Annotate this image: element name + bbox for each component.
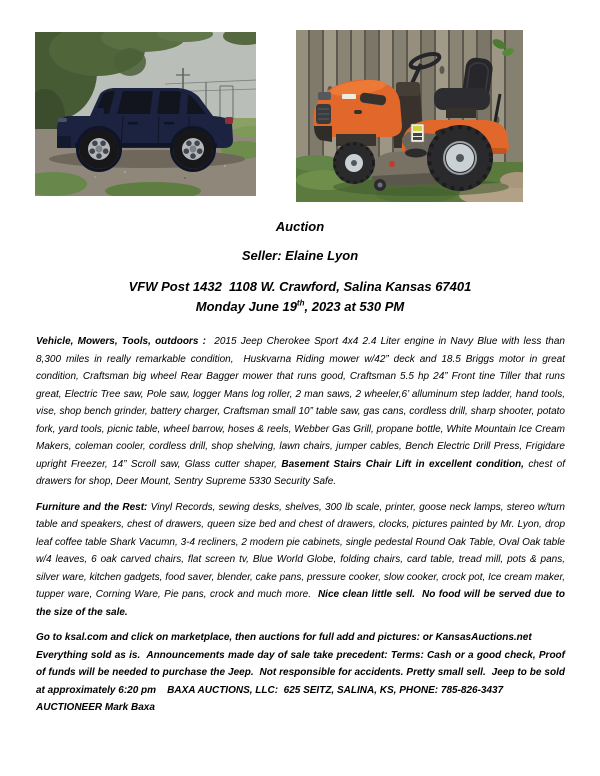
mower-rear-wheel (427, 125, 493, 191)
location-line: VFW Post 1432 1108 W. Crawford, Salina Kansas 67401 (128, 279, 472, 294)
date-suffix: , 2023 at 530 PM (304, 299, 405, 314)
heading-block (0, 205, 600, 317)
paragraph-furniture-and-rest: Furniture and the Rest: Vinyl Records, sewing desks, shelves, 300 lb scale, printer, goose neck lamps, stereo w/turn table and speakers, chest of drawers, queen size bed and chest of drawers, clocks, pictures painted by Mr. Lyon, drop leaf coffee table Shark Vacumn, 3-4 recliners, 2 modern pie cabinets, single pedestal Round Oak Table, Oval Oak table w/4 leaves, 6 oak carved chairs, flat screen tv, Blue World Globe, folding chairs, card table, tread mill, pots & pans, silver ware, kitchen gadgets, food saver, blender, cake pans, pressure cooker, slow cooker, crock pot, Ice cream maker, tupper ware, Corning Ware, Pie pans, crock and much more. Nice clean little sell. No food will be served due to the size of the sale. (36, 501, 568, 618)
rear-wheel (173, 129, 213, 169)
photo-row (0, 0, 600, 205)
paragraph-terms-auctioneer: Go to ksal.com and click on marketplace, then auctions for full add and pictures: or KansasAuctions.net Everything sold as is. Announcements made day of sale take precedent: Terms: Cash or a good check, Proof of funds will be needed to purchase the Jeep. Not responsible for accidents. Pretty small sell. Jeep to be sold at approximately 6:20 pm BAXA AUCTIONS, LLC: 625 SEITZ, SALINA, KS, PHONE: 785-826-3437 AUCTIONEER Mark Baxa (36, 632, 568, 713)
paragraph-vehicle-tools-outdoors: Vehicle, Mowers, Tools, outdoors : 2015 Jeep Cherokee Sport 4x4 2.4 Liter engine in Navy Blue with less than 8,300 miles in really remarkable condition, Huskvarna Riding mower w/42” deck and 18.5 Briggs motor in great condition, Craftsman big wheel Rear Bagger mower that runs good, Craftsman 5.5 hp 24” Front tine Tiller that runs great, Electric Tree saw, Pole saw, logger Mans log roller, 2 man saws, 2 wheeler,6’ alluminum step ladder, hand tools, vise, shop bench grinder, battery charger, Craftsman small 10” table saw, gas cans, cordless drill, sharp shooter, potato fork, yard tools, picnic table, wheel barrow, hoses & reels, Webber Gas Grill, propane bottle, White Mountain Ice Cream Makers, coleman cooler, cordless drill, shop shelving, lawn chairs, jumper cables, Bench Electric Drill Press, Frigidare upright Freezer, 14” Scroll saw, Glass cutter shaper, Basement Stairs Chair Lift in excellent condition, chest of drawers for shop, Deer Mount, Sentry Supreme 5330 Security Safe. (36, 336, 568, 487)
date-prefix: Monday June 19 (195, 299, 297, 314)
front-wheel (79, 129, 119, 169)
husqvarna-badge (342, 94, 356, 99)
mower-photo (296, 30, 523, 202)
warning-sticker (411, 124, 424, 142)
headlight (58, 118, 67, 122)
mower-photo-illustration (296, 30, 523, 202)
side-mirror (95, 108, 104, 114)
date-ordinal-suffix: th (296, 298, 305, 308)
jeep-photo-illustration (35, 32, 256, 196)
mower-headlight (318, 92, 331, 100)
seller-line: Seller: Elaine Lyon (241, 248, 359, 263)
taillight (225, 117, 233, 124)
date-line (0, 297, 600, 317)
mower-front-wheel (333, 142, 375, 184)
body-text (36, 333, 568, 725)
auction-title: Auction (275, 219, 325, 234)
jeep-photo (35, 32, 256, 196)
